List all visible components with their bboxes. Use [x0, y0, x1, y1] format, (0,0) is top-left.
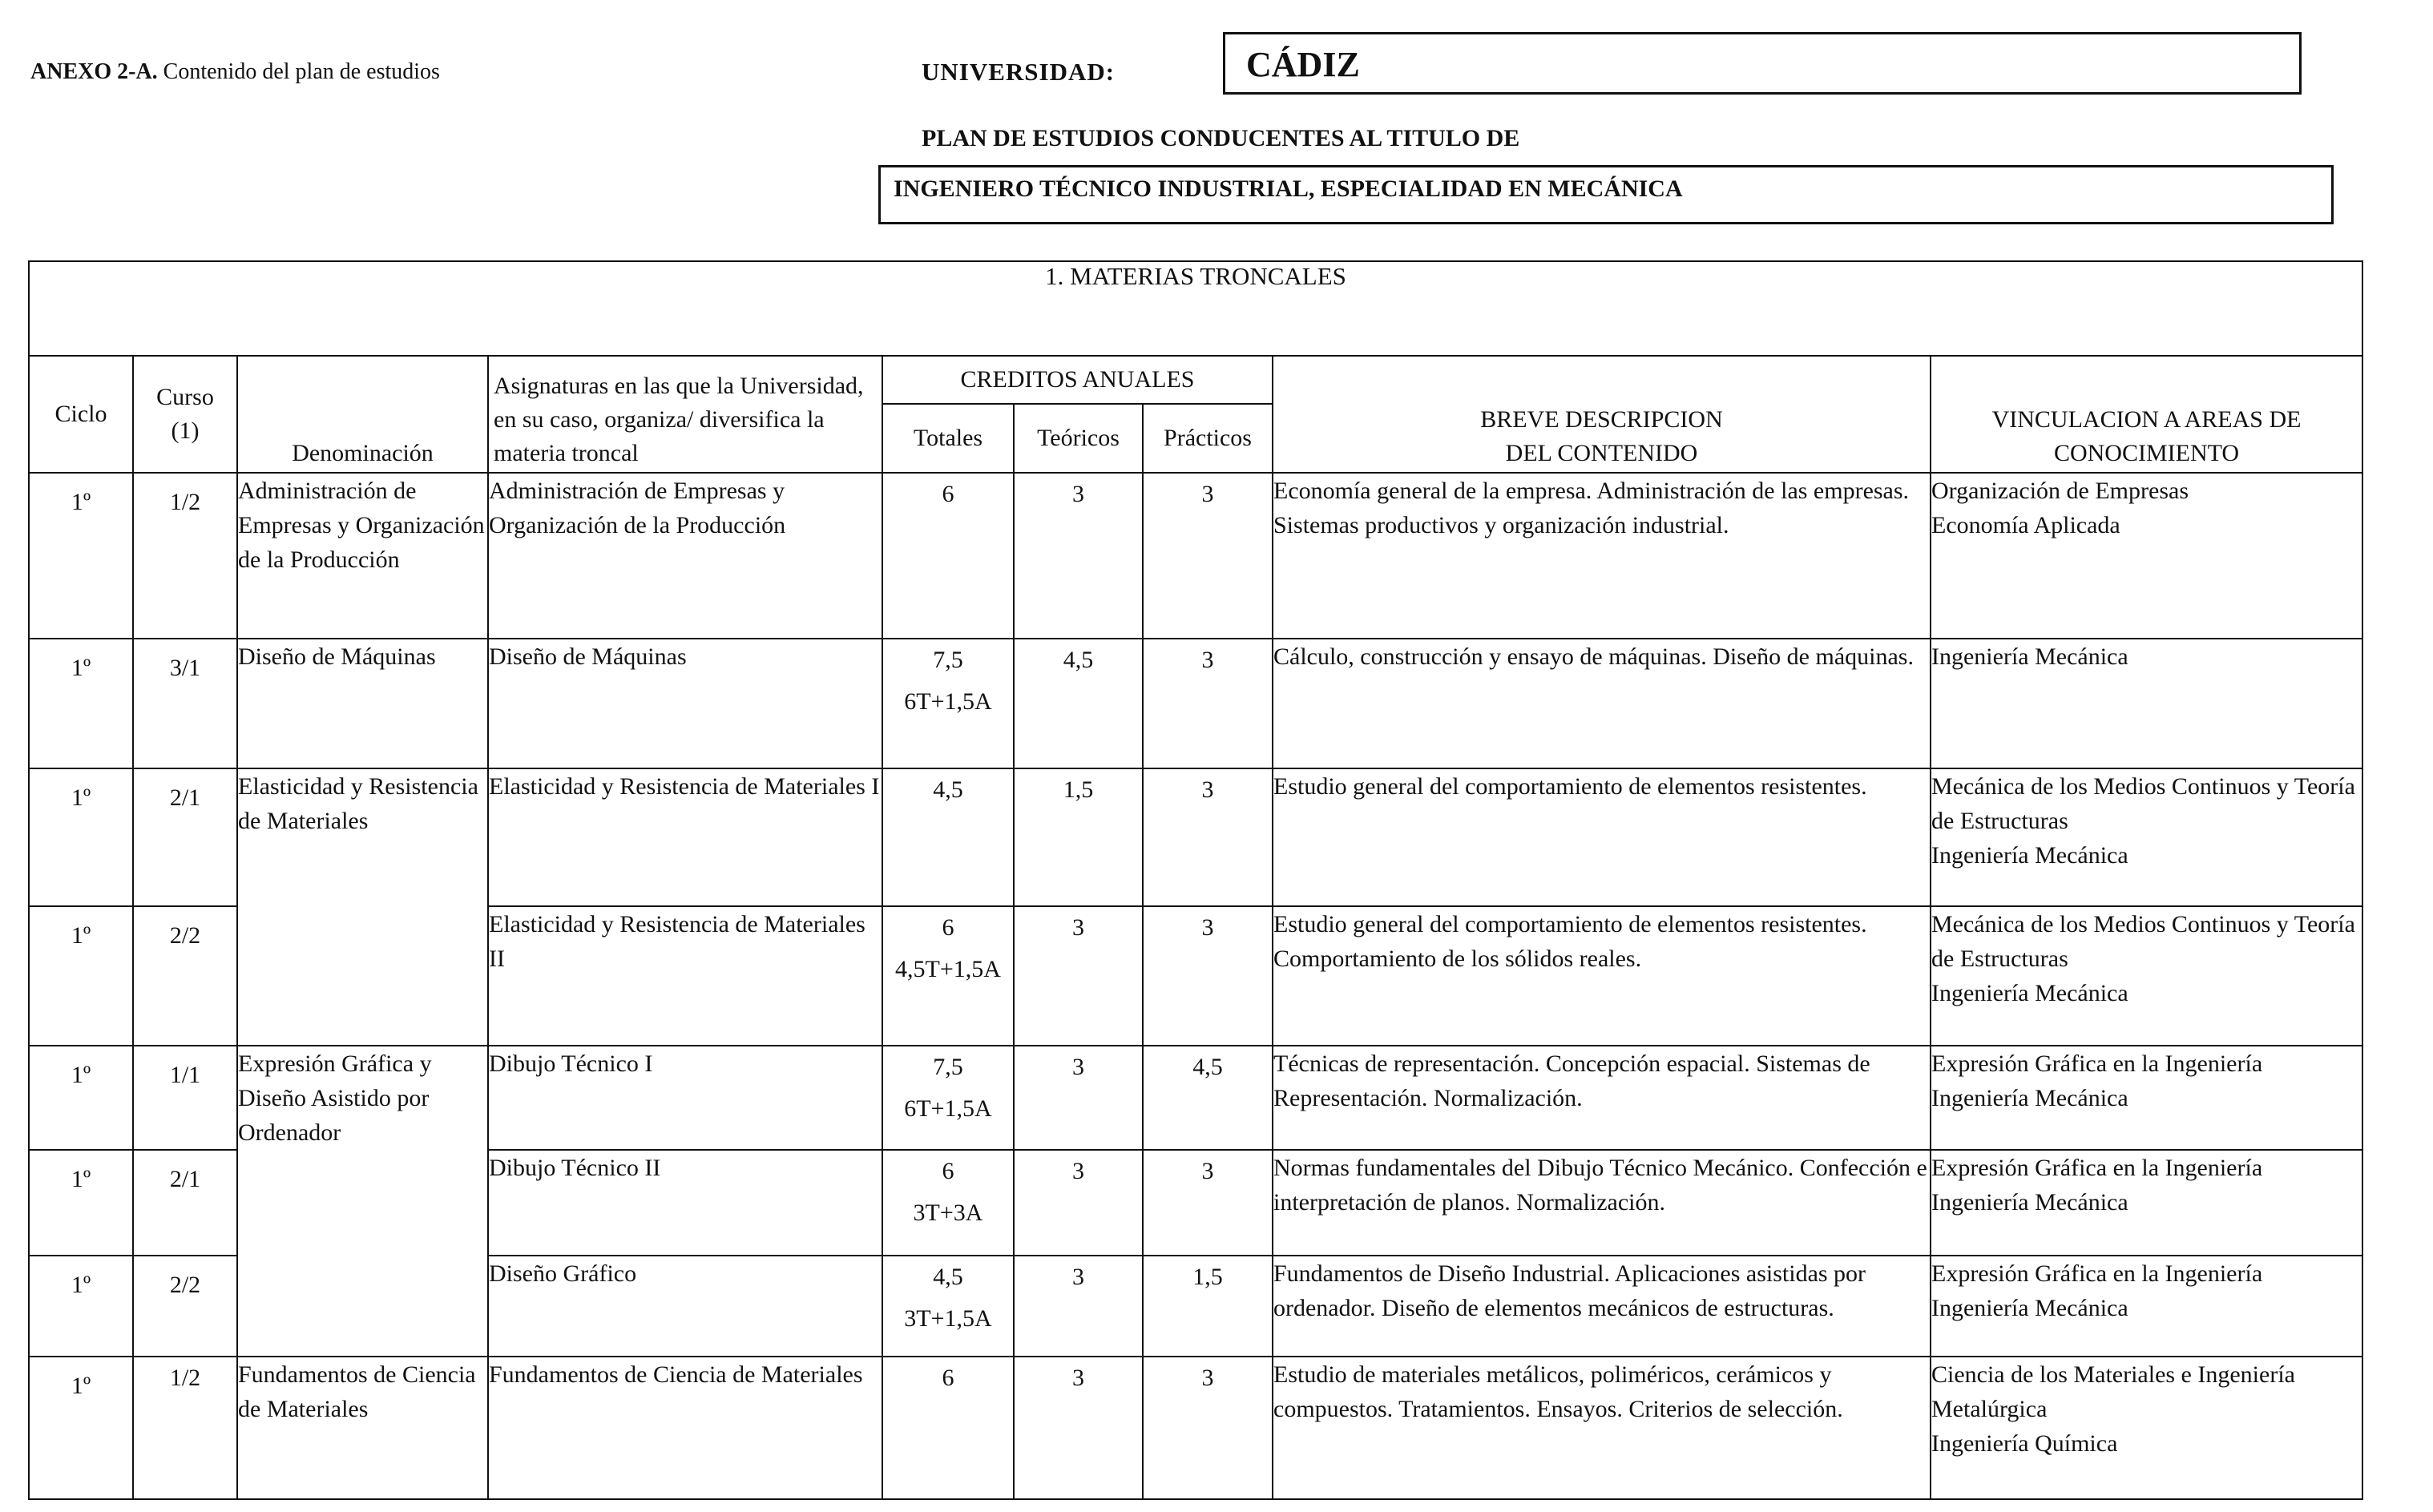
denominacion-cell: Diseño de Máquinas: [237, 639, 488, 768]
totales-value: 6: [942, 1158, 954, 1184]
col-asignaturas: Asignaturas en las que la Universidad, en su caso, organiza/ diversifica la materia troncal: [488, 356, 882, 473]
asignatura-cell: Diseño Gráfico: [488, 1256, 882, 1357]
curso-cell: 2/1: [133, 768, 237, 906]
area-item: Expresión Gráfica en la Ingeniería: [1931, 1260, 2263, 1287]
practicos-cell: 3: [1143, 473, 1273, 639]
area-item: Ciencia de los Materiales e Ingeniería Metalúrgica: [1931, 1361, 2295, 1422]
totales-cell: [882, 768, 1014, 906]
denominacion-cell: Expresión Gráfica y Diseño Asistido por Ordenador: [237, 1046, 488, 1357]
totales-detail: 3T+1,5A: [904, 1305, 992, 1332]
totales-value: 7,5: [933, 647, 963, 673]
asignatura-cell: Fundamentos de Ciencia de Materiales: [488, 1357, 882, 1499]
practicos-cell: 3: [1143, 906, 1273, 1046]
descripcion-cell: Cálculo, construcción y ensayo de máquinas. Diseño de máquinas.: [1273, 639, 1931, 768]
areas-cell: [1931, 639, 2362, 768]
curso-cell: 2/2: [133, 906, 237, 1046]
practicos-cell: 3: [1143, 1150, 1273, 1256]
asignatura-cell: Administración de Empresas y Organización de la Producción: [488, 473, 882, 639]
ciclo-cell: 1º: [29, 473, 133, 639]
descripcion-cell: Fundamentos de Diseño Industrial. Aplicaciones asistidas por ordenador. Diseño de elementos mecánicos de estructuras.: [1273, 1256, 1931, 1357]
ciclo-cell: 1º: [29, 1256, 133, 1357]
ciclo-cell: 1º: [29, 768, 133, 906]
col-descripcion-line1: BREVE DESCRIPCION: [1480, 406, 1723, 433]
col-curso-note: (1): [171, 417, 200, 444]
totales-value: 4,5: [933, 1264, 963, 1290]
ciclo-cell: 1º: [29, 639, 133, 768]
area-item: Expresión Gráfica en la Ingeniería: [1931, 1155, 2263, 1181]
ciclo-cell: 1º: [29, 1046, 133, 1150]
totales-detail: 4,5T+1,5A: [895, 956, 1001, 982]
asignatura-cell: Dibujo Técnico I: [488, 1046, 882, 1150]
totales-cell: [882, 1046, 1014, 1150]
col-curso-label: Curso: [156, 384, 214, 410]
ciclo-cell: 1º: [29, 1357, 133, 1499]
practicos-cell: 3: [1143, 639, 1273, 768]
curso-cell: 1/2: [133, 1357, 237, 1499]
teoricos-cell: 3: [1014, 906, 1143, 1046]
area-item: Ingeniería Mecánica: [1931, 1295, 2128, 1321]
area-item: Ingeniería Mecánica: [1931, 1189, 2128, 1216]
teoricos-cell: 4,5: [1014, 639, 1143, 768]
curso-cell: 1/2: [133, 473, 237, 639]
area-item: Ingeniería Mecánica: [1931, 980, 2128, 1006]
col-vinculacion-line1: VINCULACION A AREAS DE: [1991, 406, 2302, 433]
university-value: CÁDIZ: [1246, 45, 1360, 84]
descripcion-cell: Estudio general del comportamiento de elementos resistentes.: [1273, 768, 1931, 906]
degree-plan-label: PLAN DE ESTUDIOS CONDUCENTES AL TITULO DE: [922, 125, 1520, 151]
col-vinculacion-line2: CONOCIMIENTO: [2053, 440, 2240, 466]
col-curso: [133, 356, 237, 473]
col-teoricos: Teóricos: [1014, 404, 1143, 473]
curso-cell: 3/1: [133, 639, 237, 768]
areas-cell: [1931, 768, 2362, 906]
areas-cell: [1931, 906, 2362, 1046]
col-ciclo: Ciclo: [29, 356, 133, 473]
totales-cell: [882, 906, 1014, 1046]
areas-cell: [1931, 1357, 2362, 1499]
col-descripcion-line2: DEL CONTENIDO: [1505, 440, 1698, 466]
practicos-cell: 1,5: [1143, 1256, 1273, 1357]
totales-detail: 6T+1,5A: [904, 1095, 992, 1122]
teoricos-cell: 3: [1014, 1150, 1143, 1256]
totales-detail: 3T+3A: [913, 1200, 983, 1226]
asignatura-cell: Dibujo Técnico II: [488, 1150, 882, 1256]
totales-value: 6: [942, 1365, 954, 1391]
curso-cell: 1/1: [133, 1046, 237, 1150]
descripcion-cell: Economía general de la empresa. Administración de las empresas. Sistemas productivos y organización industrial.: [1273, 473, 1931, 639]
table-row: [29, 1046, 2362, 1150]
practicos-cell: 3: [1143, 1357, 1273, 1499]
area-item: Ingeniería Química: [1931, 1430, 2118, 1457]
teoricos-cell: 3: [1014, 1357, 1143, 1499]
col-totales: Totales: [882, 404, 1014, 473]
ciclo-cell: 1º: [29, 1150, 133, 1256]
totales-cell: [882, 473, 1014, 639]
descripcion-cell: Estudio de materiales metálicos, poliméricos, cerámicos y compuestos. Tratamientos. Ensayos. Criterios de selección.: [1273, 1357, 1931, 1499]
totales-value: 6: [942, 914, 954, 941]
col-denominacion: Denominación: [237, 356, 488, 473]
curso-cell: 2/2: [133, 1256, 237, 1357]
areas-cell: [1931, 1046, 2362, 1150]
col-descripcion: [1273, 356, 1931, 473]
totales-cell: [882, 639, 1014, 768]
ciclo-cell: 1º: [29, 906, 133, 1046]
area-item: Organización de Empresas: [1931, 478, 2189, 504]
areas-cell: [1931, 1256, 2362, 1357]
totales-value: 4,5: [933, 776, 963, 803]
teoricos-cell: 3: [1014, 1256, 1143, 1357]
descripcion-cell: Normas fundamentales del Dibujo Técnico Mecánico. Confección e interpretación de planos. Normalización.: [1273, 1150, 1931, 1256]
table-row: [29, 768, 2362, 906]
descripcion-cell: Técnicas de representación. Concepción espacial. Sistemas de Representación. Normalización.: [1273, 1046, 1931, 1150]
area-item: Ingeniería Mecánica: [1931, 643, 2128, 670]
asignatura-cell: Elasticidad y Resistencia de Materiales I: [488, 768, 882, 906]
area-item: Ingeniería Mecánica: [1931, 842, 2128, 869]
area-item: Expresión Gráfica en la Ingeniería: [1931, 1050, 2263, 1077]
degree-title-field: [878, 165, 2334, 224]
materias-troncales-table: [28, 260, 2363, 1500]
totales-value: 7,5: [933, 1054, 963, 1080]
practicos-cell: 4,5: [1143, 1046, 1273, 1150]
teoricos-cell: 1,5: [1014, 768, 1143, 906]
totales-detail: 6T+1,5A: [904, 688, 992, 715]
university-label: UNIVERSIDAD:: [922, 58, 1116, 86]
annex-heading: [30, 59, 440, 85]
col-vinculacion: [1931, 356, 2362, 473]
degree-title-value: INGENIERO TÉCNICO INDUSTRIAL, ESPECIALIDAD EN MECÁNICA: [894, 175, 1683, 202]
asignatura-cell: Diseño de Máquinas: [488, 639, 882, 768]
curso-cell: 2/1: [133, 1150, 237, 1256]
area-item: Mecánica de los Medios Continuos y Teoría de Estructuras: [1931, 773, 2355, 834]
table-row: [29, 1357, 2362, 1499]
university-field: [1223, 32, 2302, 95]
area-item: Economía Aplicada: [1931, 512, 2120, 538]
col-creditos-anuales: CREDITOS ANUALES: [882, 356, 1273, 404]
totales-value: 6: [942, 481, 954, 507]
area-item: Mecánica de los Medios Continuos y Teoría de Estructuras: [1931, 911, 2355, 972]
col-practicos: Prácticos: [1143, 404, 1273, 473]
totales-cell: [882, 1357, 1014, 1499]
practicos-cell: 3: [1143, 768, 1273, 906]
areas-cell: [1931, 1150, 2362, 1256]
areas-cell: [1931, 473, 2362, 639]
denominacion-cell: Elasticidad y Resistencia de Materiales: [237, 768, 488, 1046]
annex-description: Contenido del plan de estudios: [157, 59, 440, 84]
asignatura-cell: Elasticidad y Resistencia de Materiales II: [488, 906, 882, 1046]
section-title: 1. MATERIAS TRONCALES: [29, 261, 2362, 356]
area-item: Ingeniería Mecánica: [1931, 1085, 2128, 1111]
totales-cell: [882, 1256, 1014, 1357]
denominacion-cell: Fundamentos de Ciencia de Materiales: [237, 1357, 488, 1499]
totales-cell: [882, 1150, 1014, 1256]
descripcion-cell: Estudio general del comportamiento de elementos resistentes. Comportamiento de los sólidos reales.: [1273, 906, 1931, 1046]
teoricos-cell: 3: [1014, 1046, 1143, 1150]
denominacion-cell: Administración de Empresas y Organización de la Producción: [237, 473, 488, 639]
table-row: [29, 473, 2362, 639]
teoricos-cell: 3: [1014, 473, 1143, 639]
annex-label: ANEXO 2-A.: [30, 59, 158, 84]
table-row: [29, 639, 2362, 768]
